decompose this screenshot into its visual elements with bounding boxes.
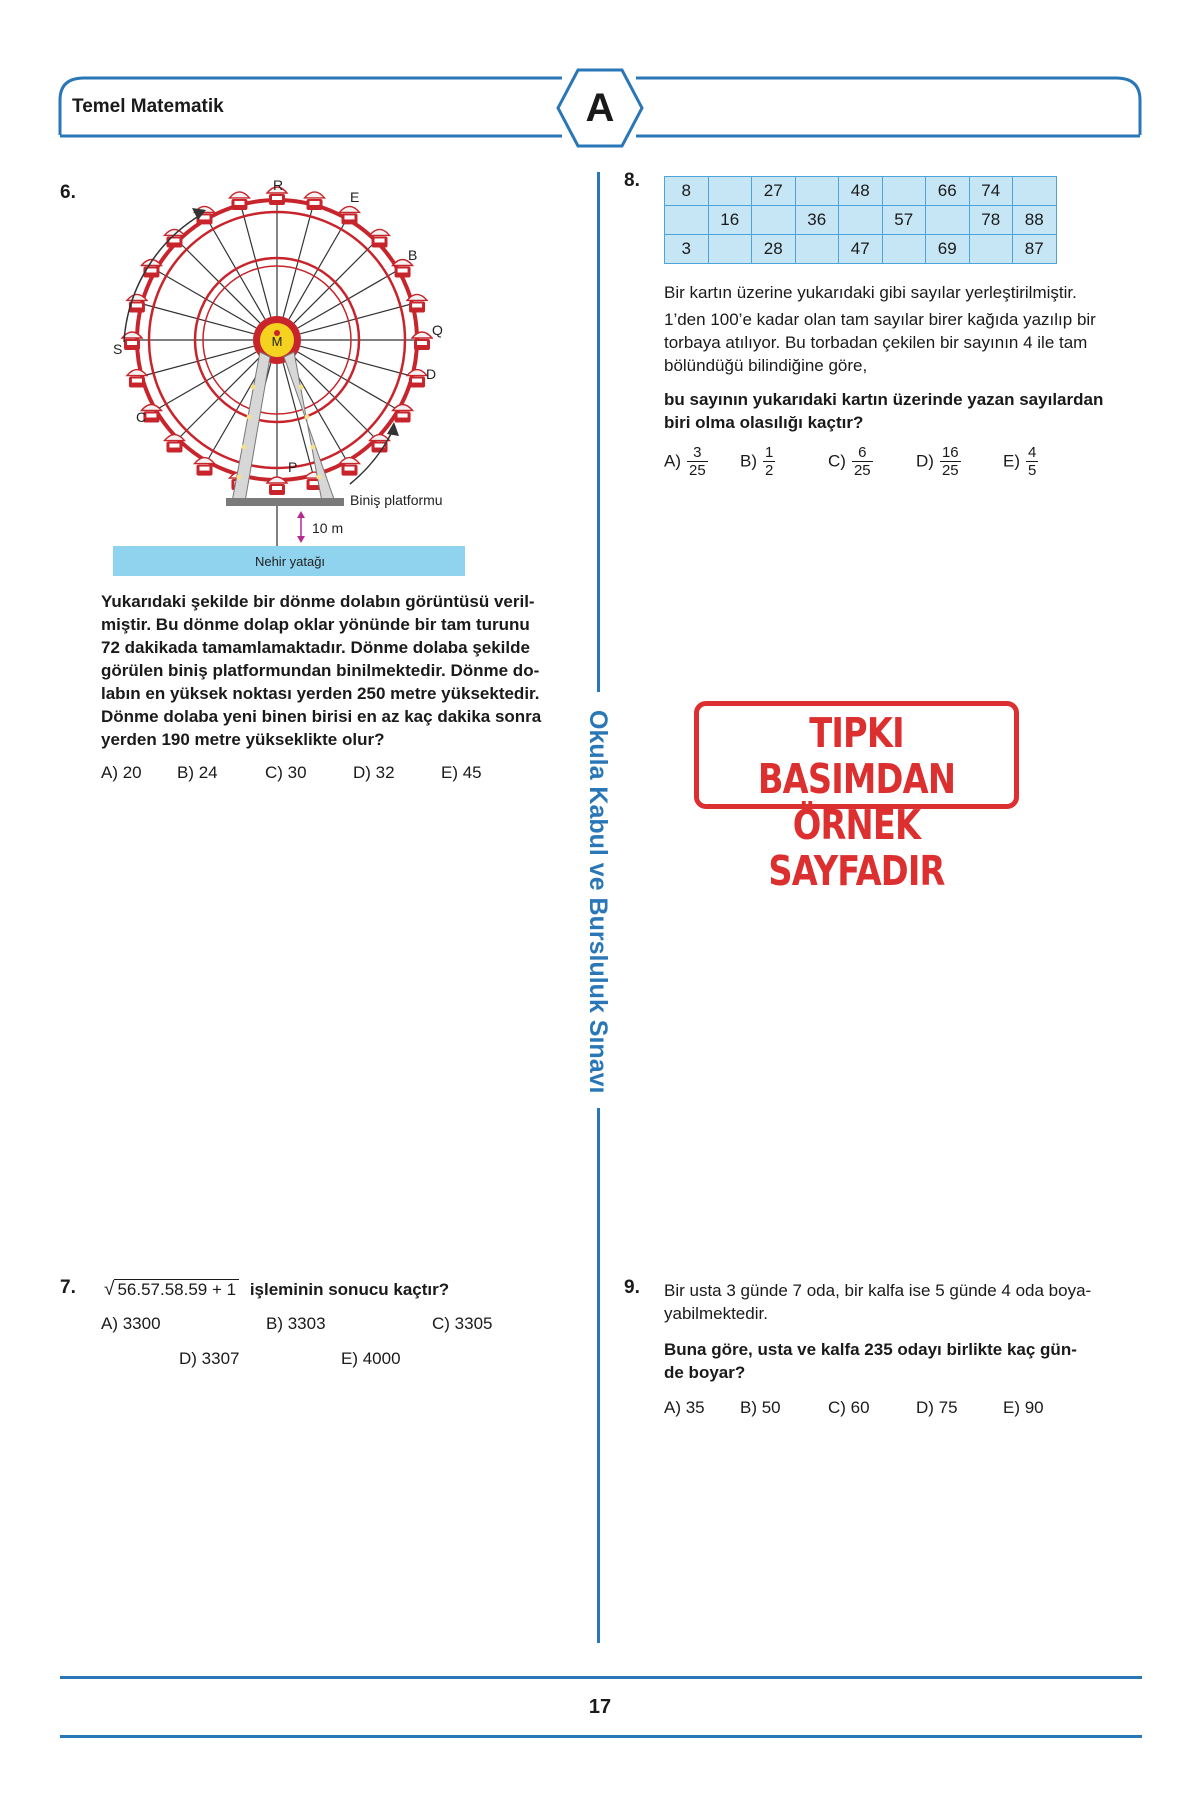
label-r: R <box>272 177 284 193</box>
q7-option-a[interactable]: A) 3300 <box>101 1314 161 1333</box>
label-s: S <box>113 341 123 357</box>
card-cell <box>1013 177 1057 206</box>
gondola <box>164 229 184 247</box>
gondola <box>340 458 360 476</box>
sample-page-stamp: TIPKI BASIMDAN ÖRNEK SAYFADIR <box>694 701 1019 809</box>
card-cell <box>752 206 796 235</box>
booklet-letter: A <box>585 86 615 130</box>
label-c: C <box>136 409 147 425</box>
card-cell <box>795 235 839 264</box>
label-b: B <box>408 247 418 263</box>
label-q: Q <box>432 322 443 338</box>
card-cell <box>882 235 926 264</box>
q8-question: bu sayının yukarıdaki kartın üzerinde yazan sayılardan biri olma olasılığı kaçtır? <box>664 390 1104 432</box>
q6-number: 6. <box>60 182 76 203</box>
label-p: P <box>288 459 298 475</box>
exam-side-title: Okula Kabul ve Bursluluk Sınavı <box>584 710 612 1094</box>
column-divider-bottom <box>597 1108 600 1643</box>
card-cell <box>969 235 1013 264</box>
card-cell: 27 <box>752 177 796 206</box>
card-cell: 57 <box>882 206 926 235</box>
q9-option-e[interactable]: E) 90 <box>1003 1398 1044 1417</box>
card-cell: 3 <box>665 235 709 264</box>
card-cell: 87 <box>1013 235 1057 264</box>
card-cell <box>926 206 970 235</box>
q7-option-c[interactable]: C) 3305 <box>432 1314 493 1333</box>
q7-expression: √ 56.57.58.59 + 1 işleminin sonucu kaçtır? <box>104 1279 450 1300</box>
footer-rule-bottom <box>60 1735 1142 1738</box>
label-m: M <box>271 334 283 349</box>
q9-question: Buna göre, usta ve kalfa 235 odayı birlikte kaç gün- de boyar? <box>664 1340 1077 1382</box>
q6-option-c[interactable]: C) 30 <box>265 763 307 782</box>
gondola <box>305 192 325 210</box>
q7-option-d[interactable]: D) 3307 <box>179 1349 240 1368</box>
q6-text: Yukarıdaki şekilde bir dönme dolabın görüntüsü veril- miştir. Bu dönme dolap oklar yönünde bir tam turunu 72 dakikada tamamlamaktadır. Dönme dolaba şekilde görülen biniş platformundan binilmektedir. Dönme do- labın en yüksek noktası yerden 250 metre yüksektedir. Dönme dolaba yeni binen birisi en az kaç dakika sonra yerden 190 metre yükseklikte olur? <box>101 592 542 749</box>
river-label: Nehir yatağı <box>254 554 326 569</box>
card-cell: 8 <box>665 177 709 206</box>
footer-rule-top <box>60 1676 1142 1679</box>
card-cell <box>795 177 839 206</box>
q8-option-c[interactable]: C) $\frac{6}{25}$ <box>828 444 871 479</box>
card-cell: 28 <box>752 235 796 264</box>
q6-option-d[interactable]: D) 32 <box>353 763 395 782</box>
card-cell: 48 <box>839 177 883 206</box>
card-cell: 78 <box>969 206 1013 235</box>
q7-option-e[interactable]: E) 4000 <box>341 1349 401 1368</box>
gondola <box>267 477 287 495</box>
card-cell: 16 <box>708 206 752 235</box>
card-cell <box>839 206 883 235</box>
height-label: 10 m <box>312 520 344 536</box>
card-cell: 36 <box>795 206 839 235</box>
q9-option-c[interactable]: C) 60 <box>828 1398 870 1417</box>
gondola <box>127 370 147 388</box>
gondola <box>229 192 249 210</box>
number-card-table <box>664 176 1057 264</box>
q8-number: 8. <box>624 170 640 191</box>
q8-text: 1’den 100’e kadar olan tam sayılar birer kağıda yazılıp bir torbaya atılıyor. Bu torbadan çekilen bir sayının 4 ile tam bölündüğü bilindiğine göre, <box>664 310 1096 375</box>
q7-radicand: 56.57.58.59 + 1 <box>114 1279 239 1300</box>
gondola <box>340 206 360 224</box>
card-cell <box>708 235 752 264</box>
q7-question: işleminin sonucu kaçtır? <box>249 1280 450 1299</box>
card-cell <box>708 177 752 206</box>
q9-number: 9. <box>624 1277 640 1298</box>
subject-title: Temel Matematik <box>72 96 224 117</box>
card-cell <box>882 177 926 206</box>
gondola <box>370 229 390 247</box>
q9-option-a[interactable]: A) 35 <box>664 1398 705 1417</box>
q6-option-e[interactable]: E) 45 <box>441 763 482 782</box>
q8-option-d[interactable]: D) $\frac{16}{25}$ <box>916 444 959 479</box>
card-cell <box>665 206 709 235</box>
q8-option-e[interactable]: E) $\frac{4}{5}$ <box>1003 444 1037 479</box>
q6-option-a[interactable]: A) 20 <box>101 763 142 782</box>
card-cell: 69 <box>926 235 970 264</box>
label-e: E <box>350 189 360 205</box>
page-number: 17 <box>588 1696 612 1718</box>
gondola <box>407 370 427 388</box>
platform-label: Biniş platformu <box>350 492 443 508</box>
q9-option-b[interactable]: B) 50 <box>740 1398 781 1417</box>
q8-option-a[interactable]: A) $\frac{3}{25}$ <box>664 444 706 479</box>
gondola <box>164 435 184 453</box>
card-cell: 47 <box>839 235 883 264</box>
gondola <box>407 294 427 312</box>
column-divider-top <box>597 172 600 692</box>
q8-intro: Bir kartın üzerine yukarıdaki gibi sayılar yerleştirilmiştir. <box>664 283 1077 302</box>
label-d: D <box>426 366 437 382</box>
gondola <box>370 435 390 453</box>
q7-option-b[interactable]: B) 3303 <box>266 1314 326 1333</box>
q8-option-b[interactable]: B) $\frac{1}{2}$ <box>740 444 774 479</box>
gondola <box>393 405 413 423</box>
gondola <box>412 332 432 350</box>
q9-text: Bir usta 3 günde 7 oda, bir kalfa ise 5 günde 4 oda boya- yabilmektedir. <box>664 1281 1092 1323</box>
q6-option-b[interactable]: B) 24 <box>177 763 218 782</box>
q9-option-d[interactable]: D) 75 <box>916 1398 958 1417</box>
card-cell: 66 <box>926 177 970 206</box>
card-cell: 88 <box>1013 206 1057 235</box>
ferris-wheel-figure <box>110 172 490 580</box>
card-cell: 74 <box>969 177 1013 206</box>
gondola <box>195 458 215 476</box>
q7-number: 7. <box>60 1277 76 1298</box>
